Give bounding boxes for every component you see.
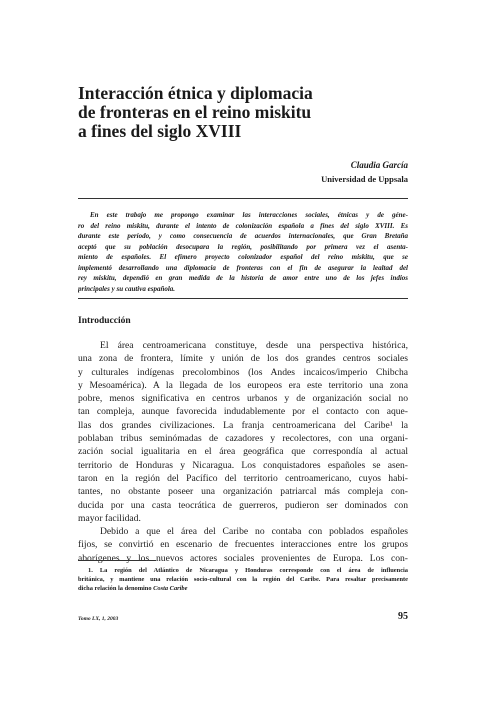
abstract-line: En este trabajo me propongo examinar las interacciones sociales, étnicas y de géne-: [90, 211, 408, 219]
title-line: de fronteras en el reino miskitu: [78, 102, 312, 122]
body-line: El área centroamericana constituye, desde una perspectiva histórica,: [100, 340, 408, 351]
body-line: una zona de frontera, límite y unión de los dos grandes centros sociales: [78, 353, 408, 365]
footnote-line: británica, y mantiene una relación socio-cultural con la región del Caribe. Para resaltar precisamente: [78, 576, 408, 583]
abstract-line: principales y su cautiva española.: [78, 284, 176, 293]
body-line: tan compleja, aunque favorecida indudablemente por el contacto con aque-: [78, 406, 408, 418]
body-line: taron en la región del Pacífico del territorio centroamericano, cuyos habi-: [78, 472, 408, 484]
footnote-line: 1. La región del Atlántico de Nicaragua y Honduras corresponde con el área de influencia: [88, 567, 408, 574]
body-line: ducida por una casta teocrática de guerreros, pudieron ser dominados con: [78, 499, 408, 511]
abstract-line: durante este período, y como consecuencia de acuerdos internacionales, que Gran Bretaña: [78, 232, 408, 240]
title-line: Interacción étnica y diplomacia: [78, 83, 313, 103]
abstract-line: aceptó que su población desocupara la región, posibilitando por primera vez el asenta-: [78, 242, 408, 251]
abstract-line: miento de españoles. El efímero proyecto colonizador español del reino miskitu, que se: [78, 253, 408, 261]
footnote-line: dicha relación la denomino: [78, 585, 152, 592]
abstract: [78, 210, 408, 294]
body-line: zación social igualitaria en el área geográfica que correspondía al actual: [78, 446, 408, 458]
body-line: y culturales indígenas precolombinos (los Andes incaicos/imperio Chibcha: [78, 366, 408, 378]
article-title: [78, 84, 408, 141]
abstract-line: rey miskitu, dependió en gran medida de la historia de amor entre uno de los jefes indios: [78, 274, 408, 282]
body-line: mayor facilidad.: [78, 512, 141, 524]
body-text: [78, 339, 408, 565]
page-number: 95: [398, 611, 408, 622]
author-affiliation: Universidad de Uppsala: [321, 174, 408, 184]
section-heading: Introducción: [78, 316, 131, 326]
author-name: Claudia García: [350, 160, 408, 170]
footnote: [78, 566, 408, 593]
body-line: Debido a que el área del Caribe no contaba con poblados españoles: [100, 526, 408, 538]
body-line: tantes, no obstante poseer una organización patriarcal más compleja con-: [78, 486, 408, 498]
title-line: a fines del siglo XVIII: [78, 121, 242, 141]
body-line: poblaban tribus seminómadas de cazadores y recolectores, con una organi-: [78, 433, 408, 445]
footnote-rule: [78, 560, 156, 561]
body-line: fijos, se convirtió en escenario de frecuentes interacciones entre los grupos: [78, 539, 408, 551]
body-line: pobre, menos significativa en centros urbanos y de organización social no: [78, 393, 408, 405]
abstract-top-rule: [78, 198, 408, 199]
abstract-line: implementó desarrollando una diplomacia de fronteras con el fin de asegurar la lealtad del: [78, 263, 408, 272]
footnote-italic-term: Costa Caribe: [153, 585, 188, 592]
abstract-bottom-rule: [78, 298, 408, 299]
body-line: territorio de Honduras y Nicaragua. Los conquistadores españoles se asen-: [78, 459, 408, 471]
body-line: aborígenes y los nuevos actores sociales provenientes de Europa. Los con-: [78, 552, 408, 564]
body-line: llas dos grandes civilizaciones. La franja centroamericana del Caribe¹ la: [78, 419, 408, 431]
abstract-line: ro del reino miskitu, durante el intento de colonización española a fines del siglo XVIII. Es: [78, 221, 408, 230]
footnote-line-last: [78, 584, 408, 593]
body-line: y Mesoamérica). A la llegada de los europeos era este territorio una zona: [78, 379, 408, 391]
journal-reference: Tomo LX, 1, 2003: [78, 616, 119, 622]
